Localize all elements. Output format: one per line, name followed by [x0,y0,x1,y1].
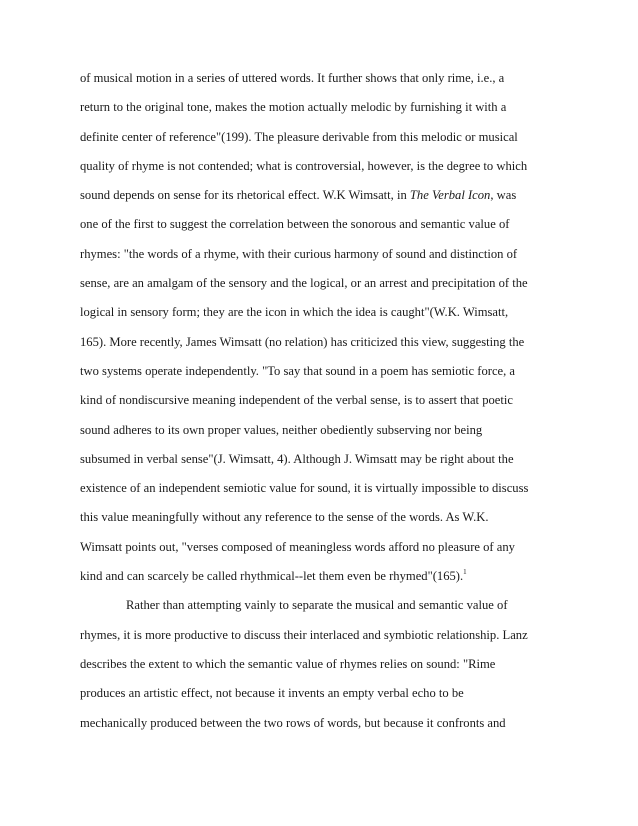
text-line: kind of nondiscursive meaning independent of the verbal sense, is to assert that poetic [80,393,513,408]
book-title: The Verbal Icon [409,188,491,203]
text-line: one of the first to suggest the correlation between the sonorous and semantic value of [80,217,510,232]
text-line [80,562,560,591]
text-line: sound adheres to its own proper values, neither obediently subserving nor being [80,422,483,437]
text-line: existence of an independent semiotic value for sound, it is virtually impossible to discuss [80,481,529,496]
text-line: quality of rhyme is not contended; what is controversial, however, is the degree to which [80,158,528,173]
body-text [80,64,560,738]
text-line: this value meaningfully without any reference to the sense of the words. As W.K. [80,510,489,525]
line-text: sound depends on sense for its rhetorical effect. W.K Wimsatt, in [80,188,410,203]
text-line: two systems operate independently. "To say that sound in a poem has semiotic force, a [80,363,516,378]
line-text: kind and can scarcely be called rhythmical--let them even be rhymed"(165). [80,569,464,584]
text-line: mechanically produced between the two rows of words, but because it confronts and [80,715,506,730]
text-line: Wimsatt points out, "verses composed of meaningless words afford no pleasure of any [80,539,515,554]
footnote-marker[interactable]: 1 [463,568,467,577]
text-line: rhymes, it is more productive to discuss their interlaced and symbiotic relationship. Lanz [80,627,528,642]
paragraph-first-line: Rather than attempting vainly to separate the musical and semantic value of [126,598,508,613]
text-line: of musical motion in a series of uttered words. It further shows that only rime, i.e., a [80,71,505,85]
text-line: logical in sensory form; they are the icon in which the idea is caught"(W.K. Wimsatt, [80,305,509,320]
line-text: , was [490,188,517,203]
text-line: describes the extent to which the semantic value of rhymes relies on sound: "Rime [80,656,496,671]
text-line: subsumed in verbal sense"(J. Wimsatt, 4). Although J. Wimsatt may be right about the [80,451,514,466]
text-line: return to the original tone, makes the motion actually melodic by furnishing it with a [80,100,507,115]
text-line: sense, are an amalgam of the sensory and the logical, or an arrest and precipitation of the [80,276,528,291]
text-line: produces an artistic effect, not because it invents an empty verbal echo to be [80,686,464,701]
text-line: rhymes: "the words of a rhyme, with their curious harmony of sound and distinction of [80,246,518,261]
text-line [80,181,560,210]
text-line: definite center of reference"(199). The pleasure derivable from this melodic or musical [80,129,518,144]
text-line: 165). More recently, James Wimsatt (no relation) has criticized this view, suggesting the [80,334,525,349]
